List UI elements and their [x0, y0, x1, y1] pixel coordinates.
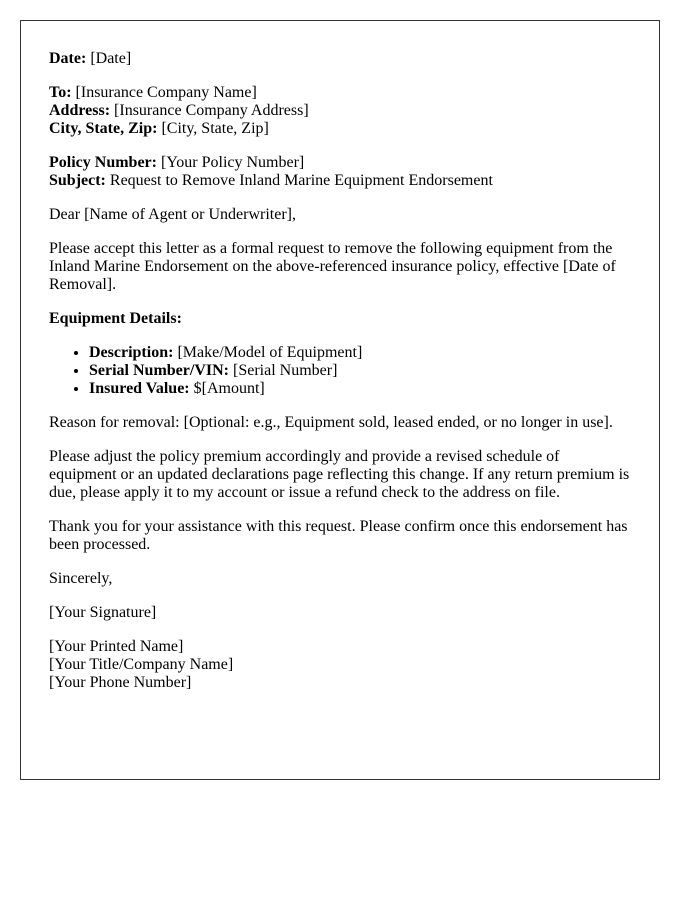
date-label: Date: — [49, 50, 87, 67]
policy-number-value: [Your Policy Number] — [160, 154, 305, 171]
adjust-request-paragraph: Please adjust the policy premium accordingly and provide a revised schedule of equipment or an updated declarations page reflecting this change. If any return premium is due, please apply it to my account or issue a refund check to the address on file. — [49, 448, 630, 501]
description-value: [Make/Model of Equipment] — [177, 344, 363, 361]
serial-number-label: Serial Number/VIN: — [89, 362, 229, 379]
subject-value: Request to Remove Inland Marine Equipment Endorsement — [109, 172, 493, 189]
policy-number-line — [49, 154, 631, 172]
subject-line — [49, 172, 631, 190]
letter-page — [20, 20, 660, 780]
recipient-block — [49, 84, 631, 138]
reason-paragraph: Reason for removal: [Optional: e.g., Equipment sold, leased ended, or no longer in use]. — [49, 414, 613, 431]
date-line — [49, 50, 631, 68]
title-company: [Your Title/Company Name] — [49, 656, 234, 673]
phone-number: [Your Phone Number] — [49, 674, 192, 691]
list-item — [89, 380, 631, 398]
signature: [Your Signature] — [49, 604, 157, 621]
sign-off: Sincerely, — [49, 570, 113, 587]
description-label: Description: — [89, 344, 174, 361]
to-line — [49, 84, 631, 102]
to-label: To: — [49, 84, 72, 101]
printed-name: [Your Printed Name] — [49, 638, 184, 655]
equipment-list — [49, 344, 631, 398]
policy-block — [49, 154, 631, 190]
city-state-zip-label: City, State, Zip: — [49, 120, 158, 137]
address-line — [49, 102, 631, 120]
sender-block — [49, 638, 631, 692]
address-label: Address: — [49, 102, 111, 119]
list-item — [89, 344, 631, 362]
equipment-details-heading: Equipment Details: — [49, 310, 182, 327]
city-state-zip-line — [49, 120, 631, 138]
policy-number-label: Policy Number: — [49, 154, 157, 171]
salutation: Dear [Name of Agent or Underwriter], — [49, 206, 297, 223]
subject-label: Subject: — [49, 172, 106, 189]
insured-value-label: Insured Value: — [89, 380, 190, 397]
date-value: [Date] — [90, 50, 132, 67]
insured-value-value: $[Amount] — [193, 380, 265, 397]
serial-number-value: [Serial Number] — [232, 362, 338, 379]
thanks-paragraph: Thank you for your assistance with this request. Please confirm once this endorsement has been processed. — [49, 518, 628, 553]
to-value: [Insurance Company Name] — [75, 84, 257, 101]
list-item — [89, 362, 631, 380]
address-value: [Insurance Company Address] — [114, 102, 309, 119]
city-state-zip-value: [City, State, Zip] — [161, 120, 269, 137]
intro-paragraph: Please accept this letter as a formal request to remove the following equipment from the Inland Marine Endorsement on the above-referenced insurance policy, effective [Date of Removal]. — [49, 240, 616, 293]
